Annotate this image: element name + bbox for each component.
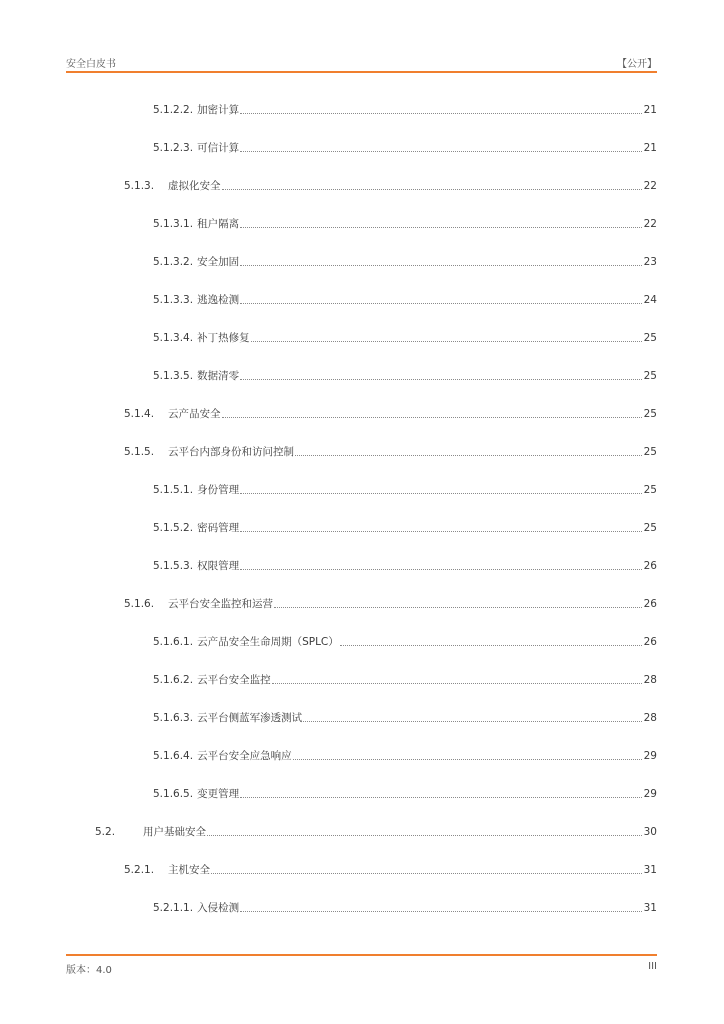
toc-leader bbox=[240, 302, 642, 304]
toc-entry-number: 5.1.6.3. bbox=[153, 712, 194, 724]
toc-entry-page: 29 bbox=[643, 750, 657, 762]
toc-entry[interactable] bbox=[153, 786, 657, 802]
toc-entry-title: 逃逸检测 bbox=[197, 294, 240, 306]
toc-entry-page: 28 bbox=[643, 674, 657, 686]
toc-entry-number: 5.2.1. bbox=[124, 864, 155, 876]
toc-entry-number: 5.1.6.1. bbox=[153, 636, 194, 648]
toc-entry-title: 权限管理 bbox=[197, 560, 240, 572]
toc-entry[interactable] bbox=[153, 672, 657, 688]
toc-entry-number: 5.1.6.2. bbox=[153, 674, 194, 686]
toc-leader bbox=[293, 758, 642, 760]
footer-rule bbox=[66, 954, 657, 956]
toc-entry[interactable] bbox=[124, 444, 657, 460]
toc-leader bbox=[240, 492, 642, 494]
toc-entry-number: 5.1.5.1. bbox=[153, 484, 194, 496]
toc-entry-title: 用户基础安全 bbox=[143, 826, 206, 838]
toc-entry-title: 密码管理 bbox=[197, 522, 240, 534]
toc-entry-number: 5.1.6. bbox=[124, 598, 155, 610]
toc-entry[interactable] bbox=[153, 748, 657, 764]
toc-entry[interactable] bbox=[153, 558, 657, 574]
toc-entry-number: 5.1.3.3. bbox=[153, 294, 194, 306]
toc-entry-page: 31 bbox=[643, 864, 657, 876]
toc-entry[interactable] bbox=[124, 406, 657, 422]
toc-entry-number: 5.1.6.4. bbox=[153, 750, 194, 762]
toc-entry[interactable] bbox=[153, 900, 657, 916]
toc-entry-page: 22 bbox=[643, 180, 657, 192]
toc-leader bbox=[295, 454, 642, 456]
toc-entry-title: 变更管理 bbox=[197, 788, 240, 800]
toc-leader bbox=[240, 530, 642, 532]
toc-entry-page: 26 bbox=[643, 636, 657, 648]
toc-entry[interactable] bbox=[153, 330, 657, 346]
toc-entry-title: 租户隔离 bbox=[197, 218, 240, 230]
classification-label: 【公开】 bbox=[617, 59, 657, 70]
toc-entry-page: 26 bbox=[643, 560, 657, 572]
toc-entry-number: 5.2. bbox=[95, 826, 116, 838]
toc-entry-title: 云产品安全生命周期（SPLC） bbox=[197, 636, 339, 648]
toc-entry-page: 23 bbox=[643, 256, 657, 268]
toc-entry-title: 数据清零 bbox=[197, 370, 240, 382]
toc-leader bbox=[222, 188, 642, 190]
toc-entry-page: 25 bbox=[643, 408, 657, 420]
toc-entry-page: 21 bbox=[643, 142, 657, 154]
toc-entry-title: 云平台侧蓝军渗透测试 bbox=[197, 712, 303, 724]
toc-entry[interactable] bbox=[124, 862, 657, 878]
toc-entry[interactable] bbox=[124, 178, 657, 194]
toc-entry-title: 云产品安全 bbox=[168, 408, 221, 420]
toc-leader bbox=[240, 112, 642, 114]
toc-leader bbox=[240, 264, 642, 266]
toc-entry-number: 5.1.3.2. bbox=[153, 256, 194, 268]
toc-entry[interactable] bbox=[153, 520, 657, 536]
toc-leader bbox=[240, 226, 642, 228]
toc-entry-number: 5.1.3.1. bbox=[153, 218, 194, 230]
toc-entry[interactable] bbox=[153, 216, 657, 232]
toc-leader bbox=[251, 340, 642, 342]
toc-entry-number: 5.1.3.4. bbox=[153, 332, 194, 344]
toc-entry-title: 云平台安全监控和运营 bbox=[168, 598, 273, 610]
toc-leader bbox=[274, 606, 642, 608]
toc-entry[interactable] bbox=[153, 140, 657, 156]
toc-entry[interactable] bbox=[153, 368, 657, 384]
toc-leader bbox=[211, 872, 642, 874]
toc-entry-page: 29 bbox=[643, 788, 657, 800]
toc-entry-page: 25 bbox=[643, 446, 657, 458]
toc-entry-number: 5.1.6.5. bbox=[153, 788, 194, 800]
toc-entry[interactable] bbox=[153, 634, 657, 650]
toc-entry-title: 云平台内部身份和访问控制 bbox=[168, 446, 294, 458]
toc-entry-title: 加密计算 bbox=[197, 104, 240, 116]
page-number: III bbox=[648, 961, 657, 972]
toc-entry-page: 24 bbox=[643, 294, 657, 306]
toc-leader bbox=[240, 796, 642, 798]
toc-entry-page: 31 bbox=[643, 902, 657, 914]
toc-entry-number: 5.1.2.3. bbox=[153, 142, 194, 154]
toc-entry[interactable] bbox=[153, 102, 657, 118]
toc-entry[interactable] bbox=[95, 824, 657, 840]
toc-entry-number: 5.1.5. bbox=[124, 446, 155, 458]
toc-entry[interactable] bbox=[124, 596, 657, 612]
toc-entry-title: 身份管理 bbox=[197, 484, 240, 496]
toc-entry-title: 补丁热修复 bbox=[197, 332, 250, 344]
toc-leader bbox=[207, 834, 642, 836]
toc-entry-number: 5.1.5.2. bbox=[153, 522, 194, 534]
toc-entry-page: 25 bbox=[643, 332, 657, 344]
toc-entry-page: 21 bbox=[643, 104, 657, 116]
toc-entry-page: 26 bbox=[643, 598, 657, 610]
toc-leader bbox=[240, 910, 642, 912]
toc-leader bbox=[240, 150, 642, 152]
toc-entry-page: 30 bbox=[643, 826, 657, 838]
toc-entry-page: 25 bbox=[643, 370, 657, 382]
toc-entry-title: 云平台安全监控 bbox=[197, 674, 271, 686]
page-header bbox=[66, 55, 657, 71]
toc-leader bbox=[222, 416, 642, 418]
toc-entry-page: 25 bbox=[643, 484, 657, 496]
toc-entry-number: 5.2.1.1. bbox=[153, 902, 194, 914]
toc-entry[interactable] bbox=[153, 254, 657, 270]
toc-entry-title: 主机安全 bbox=[168, 864, 210, 876]
toc-entry-number: 5.1.3. bbox=[124, 180, 155, 192]
header-rule bbox=[66, 71, 657, 73]
toc-entry[interactable] bbox=[153, 482, 657, 498]
toc-leader bbox=[240, 378, 642, 380]
toc-leader bbox=[240, 568, 642, 570]
toc-entry-title: 虚拟化安全 bbox=[168, 180, 221, 192]
toc-entry-page: 25 bbox=[643, 522, 657, 534]
toc-leader bbox=[303, 720, 642, 722]
toc-entry-page: 28 bbox=[643, 712, 657, 724]
toc-entry-number: 5.1.5.3. bbox=[153, 560, 194, 572]
toc-entry-number: 5.1.3.5. bbox=[153, 370, 194, 382]
toc-entry[interactable] bbox=[153, 292, 657, 308]
toc-entry-title: 安全加固 bbox=[197, 256, 240, 268]
toc-entry-page: 22 bbox=[643, 218, 657, 230]
toc-entry-number: 5.1.2.2. bbox=[153, 104, 194, 116]
toc-entry[interactable] bbox=[153, 710, 657, 726]
toc-entry-number: 5.1.4. bbox=[124, 408, 155, 420]
toc-entry-title: 云平台安全应急响应 bbox=[197, 750, 292, 762]
toc-leader bbox=[340, 644, 642, 646]
document-title: 安全白皮书 bbox=[66, 59, 116, 70]
toc-leader bbox=[272, 682, 642, 684]
toc-entry-title: 可信计算 bbox=[197, 142, 240, 154]
version-label: 版本：4.0 bbox=[66, 965, 112, 976]
toc-entry-title: 入侵检测 bbox=[197, 902, 240, 914]
